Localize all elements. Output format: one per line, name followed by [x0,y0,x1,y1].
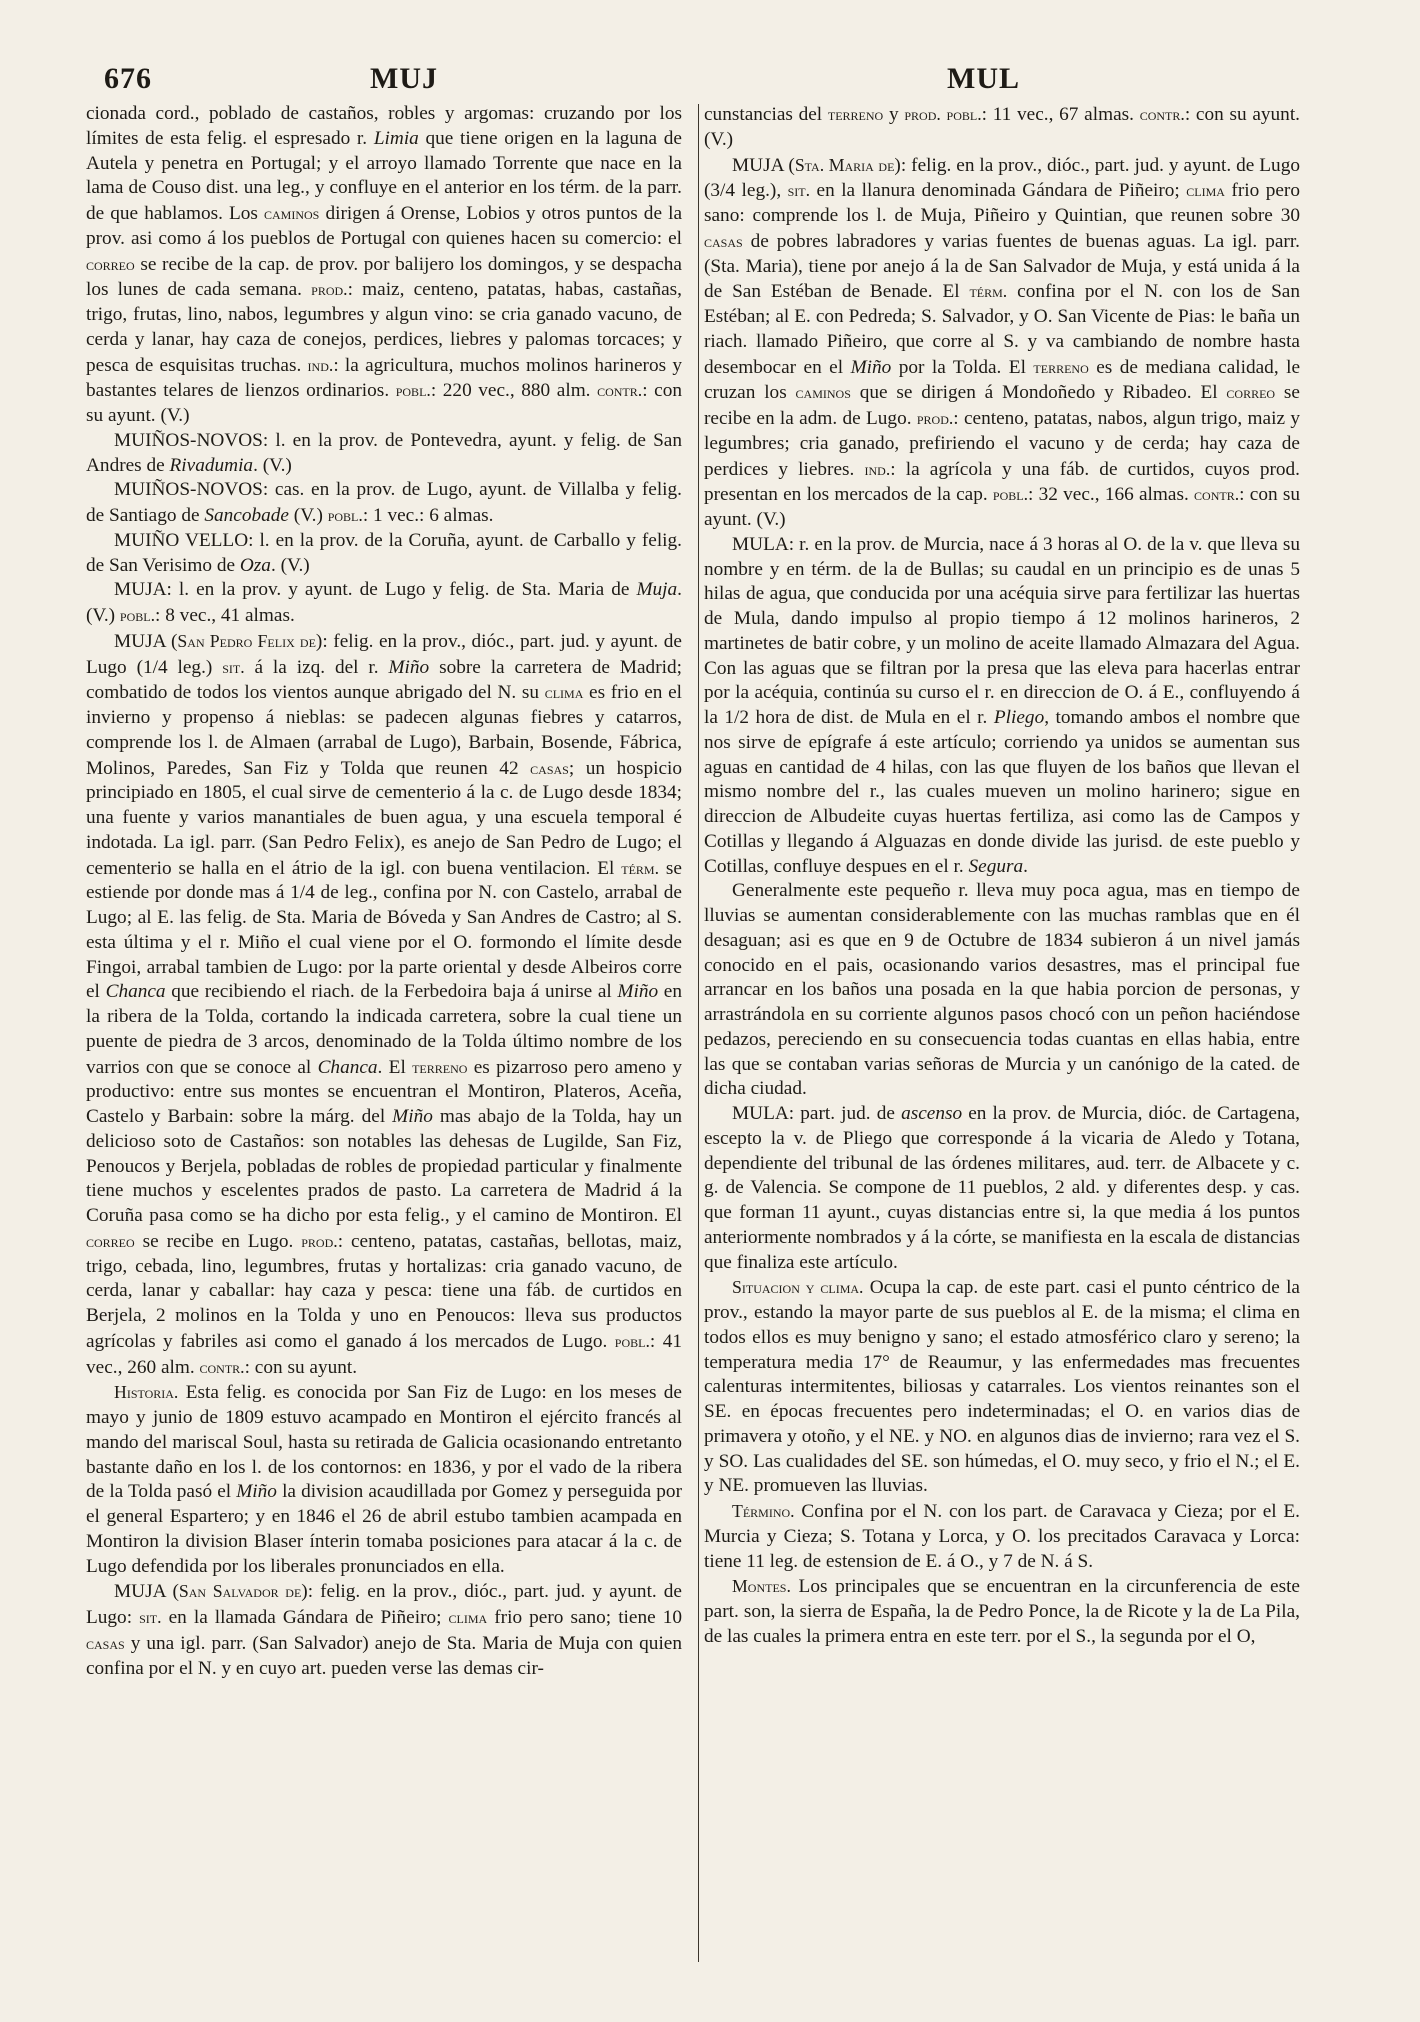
text-run: y [883,104,905,125]
smallcaps-term: caminos [795,382,851,403]
entry-paragraph [86,578,682,629]
smallcaps-term: Montes. [732,1576,791,1597]
text-run: ; un hospicio principiado en 1805, el cual sirve de cementerio á la c. de Lugo desde 1834; una fuente y varios manantiales de buen agua, y una escuela temporal é indotada. La igl. parr. (San Pedro Felix), es anejo de San Pedro de Lugo; el cementerio se halla en el átrio de la igl. con buena ventilacion. El [86,757,682,879]
entry-paragraph [86,429,682,479]
smallcaps-term: San Salvador de [178,1581,302,1602]
text-run: Los principales que se encuentran en la circunferencia de este part. son, la sierra de España, la de Pedro Ponce, la de Ricote y la de La Pila, de las cuales la primera entra en este terr. por el S., la segunda por el O, [704,1576,1300,1647]
italic-term: Chanca [105,981,166,1003]
text-run: en la prov. de Murcia, dióc. de Cartagena, escepto la v. de Pliego que corresponde á la vicaria de Aledo y Totana, dependiente del tribunal de las órdenes militares, aud. terr. de Albacete y c. g. de Valencia. Se compone de 11 pueblos, 2 ald. y diferentes desp. y cas. que forman 11 ayunt., cuyas distancias entre si, la que media á los puntos anteriormente nombrados y á la córte, se manifiesta en la escala de distancias que finaliza este artículo. [704,1103,1300,1273]
smallcaps-term: casas [704,230,743,251]
smallcaps-term: terreno [827,104,884,124]
text-run: . [1023,855,1028,877]
entry-paragraph [704,1102,1300,1275]
text-run: Ocupa la cap. de este part. casi el punto céntrico de la prov., estando la mayor parte de sus pueblos al E. de la misma; el clima en todos ellos es muy benigno y sano; el estado atmosférico claro y sereno; la temperatura media 17° de Reaumur, y las enfermedades mas frecuentes calenturas intermitentes, biliosas y catarrales. Los vientos reinantes son el SE. en épocas frecuentes pero indeterminadas; el O. en varios dias de primavera y otoño, y el NE. y NO. en algunos dias de invierno; rara vez el S. y SO. Las cualidades del SE. son húmedas, el O. muy seco, y frio el N.; el E. y NE. promueven las lluvias. [704,1277,1300,1497]
text-run: que recibiendo el riach. de la Ferbedoira baja á unirse al [165,981,618,1003]
text-run: Confina por el N. con los part. de Caravaca y Cieza; por el E. Murcia y Cieza; S. Totana y Lorca, y O. los precitados Caravaca y Lorca: tiene 11 leg. de estension de E. á O., y 7 de N. á S. [704,1501,1300,1572]
text-run: se estiende por donde mas á 1/4 de leg., confina por N. con Castelo, arrabal de Lugo; al E. las felig. de Sta. Maria de Bóveda y San Andres de Castro; al S. esta última y el r. Miño el cual viene por el O. formondo el límite desde Fingoi, arrabal tambien de Lugo: por la parte oriental y desde Albeiros corre el [86,857,682,1003]
smallcaps-term: correo [86,1230,135,1251]
text-run: : 41 vec., 260 alm. [86,1330,682,1378]
text-run: que se dirigen á Mondoñedo y Ribadeo. El [850,382,1227,404]
smallcaps-term: San Pedro Felix de [177,630,316,651]
text-run: MUJA ( [114,630,178,652]
italic-term: Miño [388,656,430,678]
smallcaps-term: clima [544,682,584,703]
italic-term: Pliego [993,707,1045,728]
text-run: . (V.) [270,554,310,576]
text-run: se recibe en Lugo. [134,1230,302,1252]
text-run: mas abajo de la Tolda, hay un delicioso soto de Castaños: son notables las dehesas de Lugilde, San Fiz, Penoucos y Berjela, pobladas de robles de propiedad particular y finalmente tiene muchos y escelentes prados de pasto. La carretera de Madrid á la Coruña pasa como se ha dicho por esta felig., y el camino de Montiron. El [86,1106,682,1226]
entry-paragraph [704,1499,1300,1574]
right-column [704,102,1300,1650]
right-running-head: MUL [947,62,1020,95]
text-run: sobre la carretera de Madrid; combatido de todos los vientos aunque abrigado del N. su [86,656,682,704]
entry-paragraph [704,1275,1300,1499]
smallcaps-term: terreno [412,1056,468,1077]
text-run: es de mediana calidad, le cruzan los [704,356,1301,404]
italic-term: Muja [636,579,678,601]
text-run: y una igl. parr. (San Salvador) anejo de Sta. Maria de Muja con quien confina por el N. y en cuyo art. pueden verse las demas cir- [86,1632,682,1679]
text-run: en la llamada Gándara de Piñeiro; [161,1607,449,1628]
text-run: : con su ayunt. (V.) [86,380,682,426]
text-run: dirigen á Orense, Lobios y otros puntos de la prov. asi como á los pueblos de Portugal con quienes hacen su comercio: el [86,203,682,249]
text-run: es pizarroso pero ameno y productivo: entre sus montes se encuentran el Montiron, Plateros, Aceña, Castelo y Barbain: sobre la márg. del [86,1056,682,1127]
text-run: . El [377,1056,413,1078]
text-run: : maiz, centeno, patatas, habas, castañas, trigo, frutas, lino, nabos, legumbres y algun vino: se cria ganado vacuno, de cerda y lanar, hay caza de conejos, perdices, liebres y palomas torcaces; y pesca de esquisitas truchas. [86,279,682,376]
column-divider [698,104,699,1962]
smallcaps-term: prod. [301,1230,338,1251]
text-run: de pobres labradores y varias fuentes de buenas aguas. La igl. parr. (Sta. Maria), tiene por anejo á la de San Salvador de Muja, y está unida á la de San Estéban de Benade. El [704,230,1300,303]
smallcaps-term: Término. [732,1501,795,1521]
text-run: la division acaudillada por Gomez y perseguida por el general Espartero; y en 1846 el 26 de abril estubo tambien acampada en Montiron la division Blaser ínterin tomaba posiciones para atacar á la c. de Lugo defendida por los liberales pronunciados en ella. [86,1481,682,1577]
entry-paragraph [704,1574,1300,1649]
smallcaps-term: terreno [1033,356,1089,377]
smallcaps-term: pobl. [327,505,363,525]
text-run: : 220 vec., 880 alm. [430,380,598,402]
text-run: por la Tolda. El [891,356,1034,378]
text-run: es frio en el invierno y propenso á nieblas: se padecen algunas fiebres y catarros, comprende los l. de Almaen (arrabal de Lugo), Barbain, Bosende, Fábrica, Molinos, Paredes, San Fiz y Tolda que reunen 42 [86,682,683,779]
smallcaps-term: pobl. [946,104,982,124]
smallcaps-term: correo [1226,382,1276,403]
text-run: en la ribera de la Tolda, cortando la indicada carretera, sobre la cual tiene un puente de piedra de 3 arcos, denominado de la Tolda último nombre de los varrios con que se conoce al [86,981,682,1078]
text-run: ): felig. en la prov., dióc., part. jud. y ayunt. de Lugo (1/4 leg.) [86,630,682,678]
entry-paragraph [704,533,1300,880]
text-run: : la agricultura, muchos molinos harineros y bastantes telares de lienzos ordinarios. [86,354,682,402]
italic-term: Miño [617,981,659,1003]
text-run: ): felig. en la prov., dióc., part. jud. y ayunt. de Lugo (3/4 leg.), [704,154,1300,202]
italic-term: Miño [850,356,892,378]
text-run: MULA: part. jud. de [732,1103,902,1124]
text-run: confina por el N. con los de San Estéban; al E. con Pedreda; S. Salvador, y O. San Vicente de Pias: le baña un riach. llamado Piñeiro, que corre al S. y va cambiando de nombre hasta desembocar en el [704,281,1301,378]
smallcaps-term: sit. [139,1607,162,1627]
smallcaps-term: contr. [199,1356,245,1377]
text-run: se recibe en la adm. de Lugo. [704,382,1300,429]
smallcaps-term: Sta. Maria de [794,154,895,175]
text-run: . (V.) [253,454,292,476]
smallcaps-term: pobl. [992,484,1029,505]
text-run: : 32 vec., 166 almas. [1028,484,1195,506]
smallcaps-term: prod. [311,279,348,300]
entry-paragraph [86,478,682,529]
smallcaps-term: sit. [787,180,811,201]
smallcaps-term: Situacion y clima. [732,1277,864,1298]
text-run: MUIÑOS-NOVOS: cas. en la prov. de Lugo, ayunt. de Villalba y felig. de Santiago de [86,479,682,526]
smallcaps-term: prod. [916,408,954,428]
text-run: cunstancias del [704,104,828,125]
left-running-head: MUJ [370,62,438,95]
text-run: que tiene origen en la laguna de Autela y penetra en Portugal; y el arroyo llamado Torrente que nace en la lama de Couso dist. una leg., y confluye en el anterior en los térm. de la parr. de que hablamos. Los [86,127,682,224]
text-run: ): felig. en la prov., dióc., part. jud. y ayunt. de Lugo: [86,1581,682,1628]
entry-paragraph [86,102,682,429]
smallcaps-term: pobl. [614,1330,650,1351]
italic-term: Sancobade [204,505,289,526]
text-run: : con su ayunt. (V.) [704,484,1300,530]
text-run: : centeno, patatas, castañas, bellotas, maiz, trigo, cebada, lino, legumbres, frutas y hortalizas: cria ganado vacuno, de cerda, lanar y caballar: hay caza y pesca: tiene una fáb. de curtidos en Berjela, 2 molinos en la Tolda y uno en Penoucos: lleva sus productos agrícolas y fabriles asi como el ganado á los mercados de Lugo. [86,1230,682,1352]
text-run: : centeno, patatas, nabos, algun trigo, maiz y legumbres; cria ganado, prefiriendo el vacuno y de cerda; hay caza de perdices y liebres. [704,408,1300,480]
smallcaps-term: casas [530,757,569,778]
text-run: MUIÑOS-NOVOS: l. en la prov. de Pontevedra, ayunt. y felig. de San Andres de [86,429,682,476]
smallcaps-term: clima [1186,180,1225,201]
smallcaps-term: Historia. [114,1382,179,1403]
smallcaps-term: contr. [1139,104,1185,124]
entry-paragraph [86,1579,682,1681]
smallcaps-term: contr. [597,380,643,401]
smallcaps-term: ind. [864,458,891,479]
left-column [86,102,682,1681]
entry-paragraph [704,879,1300,1102]
italic-term: Miño [236,1481,277,1503]
text-run: MUJA ( [114,1581,179,1603]
text-run: MUIÑO VELLO: l. en la prov. de la Coruña, ayunt. de Carballo y felig. de San Verisimo de [86,529,682,576]
entry-paragraph [704,153,1300,533]
smallcaps-term: térm. [969,281,1008,302]
text-run: : la agrícola y una fáb. de curtidos, cuyos prod. presentan en los mercados de la cap. [704,458,1300,506]
text-run: MULA: r. en la prov. de Murcia, nace á 3 horas al O. de la v. que lleva su nombre y en térm. de la de Bullas; su caudal en un principio es de unas 5 hilas de agua, que conducida por una acéquia sirve para fertilizar las huertas de Mula, dando impulso al propio tiempo á 12 molinos harineros, 2 martinetes de batir cobre, y un molino de aceite llamado Almazara del Agua. Con las aguas que se filtran por la presa que las eleva para hacerlas entrar por la acéquia, continúa su curso el r. en direccion de O. á E., confluyendo á la 1/2 hora de dist. de Mula en el r. [704,533,1300,728]
text-run: frio pero sano; tiene 10 [487,1607,682,1628]
italic-term: Miño [392,1106,433,1127]
smallcaps-term: clima [448,1607,488,1627]
italic-term: ascenso [901,1103,963,1124]
text-run: á la izq. del r. [244,656,389,678]
text-run: , tomando ambos el nombre que nos sirve de epígrafe á este artículo; corriendo ya unidos se aumentan sus aguas en cantidad de 4 hilas, con las que fluyen de los baños que llevan el mismo nombre del r., las cuales mueven un molino harinero; sigue en direccion de Albudeite cuyas huertas fertiliza, asi como las de Campos y Cotillas y llegando á Alguazas en donde divide las jurisd. de este pueblo y Cotillas, confluye despues en el r. [704,707,1300,877]
entry-paragraph [86,629,682,1381]
entry-paragraph [86,1380,682,1579]
italic-term: Segura [968,855,1024,877]
text-run: Esta felig. es conocida por San Fiz de Lugo: en los meses de mayo y junio de 1809 estuvo acampado en Montiron el ejército francés al mando del mariscal Soul, hasta su retirada de Galicia ocasionando entretanto bastante daño en los l. de los contornos: en 1836, y por el vado de la ribera de la Tolda pasó el [86,1382,682,1503]
text-run: . (V.) [86,579,682,626]
text-run: : 1 vec.: 6 almas. [362,505,494,526]
smallcaps-term: casas [86,1632,125,1653]
smallcaps-term: caminos [264,203,320,223]
entry-paragraph [704,102,1300,153]
text-run: : con su ayunt. [244,1356,358,1378]
text-run: : con su ayunt. (V.) [704,104,1300,150]
text-run: : 8 vec., 41 almas. [155,605,295,626]
smallcaps-term: ind. [307,354,334,375]
italic-term: Limia [373,127,419,149]
smallcaps-term: pobl. [395,380,431,401]
text-run: se recibe de la cap. de prov. por balijero los domingos, y se despacha los lunes de cada semana. [86,253,682,301]
smallcaps-term: térm. [621,857,660,878]
italic-term: Rivadumia [169,454,254,476]
page-number: 676 [104,62,152,95]
text-run: : 11 vec., 67 almas. [981,104,1140,125]
text-run: MUJA ( [732,154,795,176]
text-run: (V.) [288,505,328,526]
entry-paragraph [86,529,682,579]
text-run: en la llanura denominada Gándara de Piñeiro; [810,180,1187,202]
smallcaps-term: correo [86,253,135,274]
smallcaps-term: prod. [904,104,941,124]
italic-term: Oza [239,554,271,576]
smallcaps-term: contr. [1194,484,1240,505]
text-run: frio pero sano: comprende los l. de Muja, Piñeiro y Quintian, que reunen sobre 30 [704,180,1300,226]
text-run: MUJA: l. en la prov. y ayunt. de Lugo y felig. de Sta. Maria de [114,579,637,601]
smallcaps-term: pobl. [119,605,156,625]
smallcaps-term: sit. [222,656,245,677]
italic-term: Chanca [317,1056,378,1078]
text-run: Generalmente este pequeño r. lleva muy poca agua, mas en tiempo de lluvias se aumentan considerablemente con las muchas ramblas que en él desaguan; asi es que en 9 de Octubre de 1834 subieron á un nivel jamás conocido en el pais, ocasionando varios desastres, mas el principal fue arrancar en los baños una posada en la que habia porcion de personas, y arrastrándola en su corriente algunos pasos chocó con un peñon haciéndose pedazos, pereciendo en su consecuencia todas cuantas en ellas habia, entre las que se contaban varias señoras de Murcia y un canónigo de la cated. de dicha ciudad. [704,880,1300,1100]
text-run: cionada cord., poblado de castaños, robles y argomas: cruzando por los límites de esta felig. el espresado r. [86,103,682,149]
